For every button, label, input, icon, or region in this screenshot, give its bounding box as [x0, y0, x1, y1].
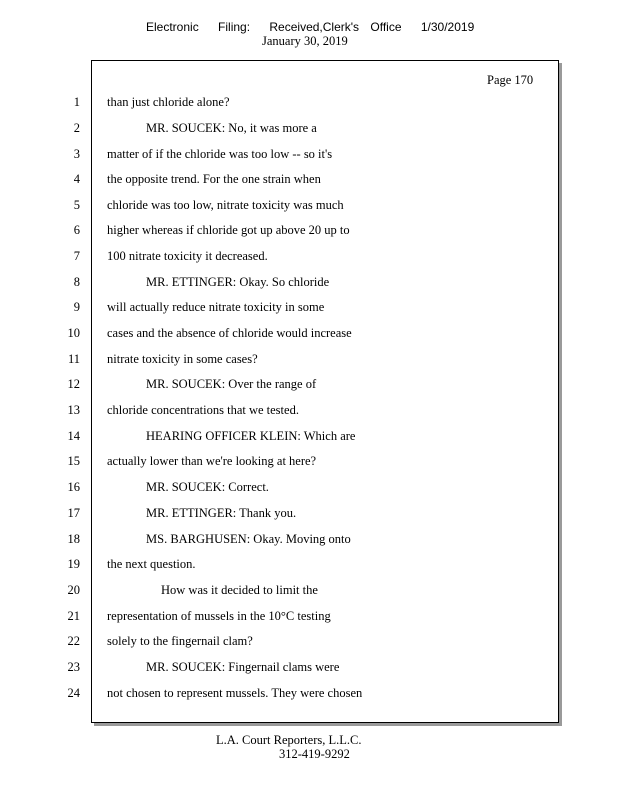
page-number: Page 170 — [487, 73, 534, 87]
stamp-part: 1/30/2019 — [420, 20, 475, 34]
transcript-line — [0, 95, 618, 111]
line-text: MR. SOUCEK: Correct. — [146, 480, 269, 494]
transcript-line — [0, 609, 618, 625]
line-text: 100 nitrate toxicity it decreased. — [107, 249, 268, 263]
line-number: 20 — [67, 583, 80, 597]
line-number: 8 — [73, 275, 80, 289]
transcript-line — [0, 634, 618, 650]
line-text: actually lower than we're looking at here? — [107, 454, 317, 468]
line-text: MS. BARGHUSEN: Okay. Moving onto — [146, 532, 351, 546]
line-number: 19 — [67, 557, 80, 571]
transcript-line — [0, 557, 618, 573]
line-text: not chosen to represent mussels. They were chosen — [107, 686, 363, 700]
line-text: MR. SOUCEK: Over the range of — [146, 377, 317, 391]
line-text: cases and the absence of chloride would increase — [107, 326, 352, 340]
transcript-line — [0, 480, 618, 496]
line-text: than just chloride alone? — [107, 95, 230, 109]
transcript-line — [0, 300, 618, 316]
line-text: HEARING OFFICER KLEIN: Which are — [146, 429, 356, 443]
line-number: 7 — [73, 249, 80, 263]
transcript-line — [0, 121, 618, 137]
line-number: 14 — [67, 429, 80, 443]
transcript-line — [0, 326, 618, 342]
line-text: chloride was too low, nitrate toxicity was much — [107, 198, 344, 212]
transcript-line — [0, 352, 618, 368]
line-text: MR. ETTINGER: Thank you. — [146, 506, 297, 520]
transcript-line — [0, 377, 618, 393]
line-text: MR. SOUCEK: No, it was more a — [146, 121, 317, 135]
stamp-part: Received,Clerk's — [269, 20, 360, 34]
reporter-company: L.A. Court Reporters, L.L.C. — [216, 733, 362, 747]
line-text: representation of mussels in the 10°C testing — [107, 609, 331, 623]
line-number: 15 — [67, 454, 80, 468]
line-number: 3 — [73, 147, 80, 161]
line-number: 2 — [73, 121, 80, 135]
stamp-part: Electronic — [146, 20, 199, 34]
line-text: chloride concentrations that we tested. — [107, 403, 299, 417]
filing-stamp — [146, 20, 490, 34]
line-number: 5 — [73, 198, 80, 212]
line-number: 23 — [67, 660, 80, 674]
transcript-line — [0, 429, 618, 445]
line-text: will actually reduce nitrate toxicity in some — [107, 300, 325, 314]
transcript-line — [0, 172, 618, 188]
line-number: 13 — [67, 403, 80, 417]
transcript-line — [0, 532, 618, 548]
transcript-line — [0, 249, 618, 265]
line-number: 6 — [73, 223, 80, 237]
line-number: 12 — [67, 377, 80, 391]
line-text: MR. ETTINGER: Okay. So chloride — [146, 275, 330, 289]
line-number: 18 — [67, 532, 80, 546]
transcript-line — [0, 506, 618, 522]
line-number: 1 — [73, 95, 80, 109]
header-date: January 30, 2019 — [262, 34, 348, 48]
line-number: 9 — [73, 300, 80, 314]
transcript-line — [0, 454, 618, 470]
stamp-part: Office — [370, 20, 402, 34]
transcript-line — [0, 198, 618, 214]
reporter-phone: 312-419-9292 — [279, 747, 350, 761]
transcript-line — [0, 403, 618, 419]
line-number: 21 — [67, 609, 80, 623]
transcript-line — [0, 686, 618, 702]
line-number: 22 — [67, 634, 80, 648]
line-text: the next question. — [107, 557, 196, 571]
transcript-line — [0, 147, 618, 163]
line-text: MR. SOUCEK: Fingernail clams were — [146, 660, 340, 674]
line-text: the opposite trend. For the one strain when — [107, 172, 321, 186]
line-number: 4 — [73, 172, 80, 186]
transcript-line — [0, 660, 618, 676]
transcript-line — [0, 223, 618, 239]
transcript-line — [0, 583, 618, 599]
line-number: 17 — [67, 506, 80, 520]
line-text: nitrate toxicity in some cases? — [107, 352, 258, 366]
line-number: 24 — [67, 686, 80, 700]
line-text: higher whereas if chloride got up above 20 up to — [107, 223, 350, 237]
line-number: 10 — [67, 326, 80, 340]
transcript-line — [0, 275, 618, 291]
line-number: 11 — [67, 352, 80, 366]
line-text: matter of if the chloride was too low -- so it's — [107, 147, 333, 161]
line-text: solely to the fingernail clam? — [107, 634, 253, 648]
line-number: 16 — [67, 480, 80, 494]
line-text: How was it decided to limit the — [161, 583, 318, 597]
stamp-part: Filing: — [218, 20, 251, 34]
